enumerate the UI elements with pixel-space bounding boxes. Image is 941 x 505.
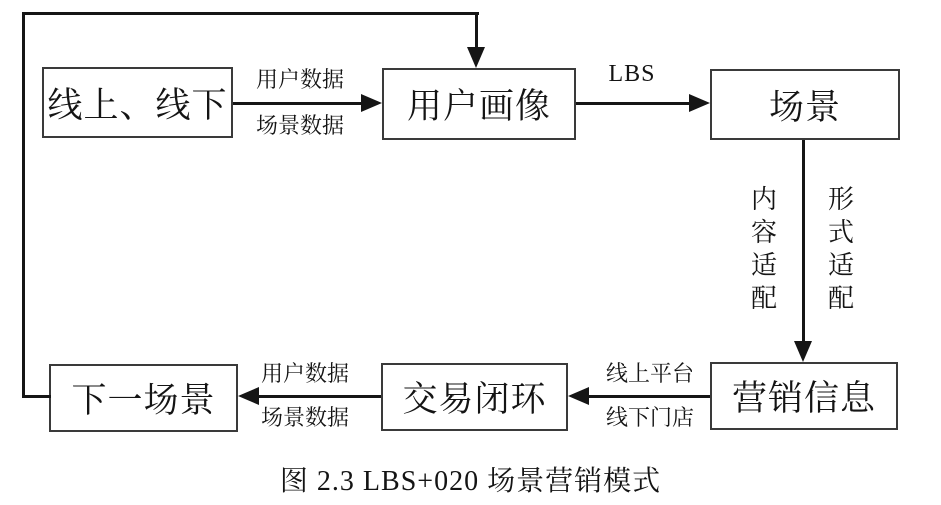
feedback-loop-left-segment bbox=[22, 12, 25, 398]
arrow-transaction-to-next-line bbox=[256, 395, 381, 398]
arrow-marketing-to-transaction-line bbox=[586, 395, 710, 398]
edge-label-content-adapt: 内容适配 bbox=[750, 185, 777, 313]
edge-label-form-adapt: 形式适配 bbox=[827, 185, 854, 313]
feedback-loop-bottom-segment bbox=[24, 395, 51, 398]
arrowhead-right-icon bbox=[689, 94, 710, 112]
node-online-offline: 线上、线下 bbox=[42, 67, 233, 138]
node-user-profile: 用户画像 bbox=[382, 68, 576, 140]
edge-label-lbs: LBS bbox=[608, 61, 656, 87]
arrow-input-to-profile-line bbox=[233, 102, 363, 105]
edge-label-feedback-scene-data: 场景数据 bbox=[260, 405, 349, 430]
feedback-loop-top-segment bbox=[22, 12, 479, 15]
edge-label-feedback-user-data: 用户数据 bbox=[260, 361, 349, 386]
node-transaction-loop: 交易闭环 bbox=[381, 363, 568, 431]
arrowhead-down-icon bbox=[467, 47, 485, 68]
arrowhead-left-icon bbox=[238, 387, 259, 405]
edge-label-platform-top: 线上平台 bbox=[605, 361, 694, 386]
arrow-scene-to-marketing-line bbox=[802, 140, 805, 342]
edge-label-input-bottom: 场景数据 bbox=[255, 113, 344, 138]
edge-label-input-top: 用户数据 bbox=[255, 67, 344, 92]
node-next-scene: 下一场景 bbox=[49, 364, 238, 432]
figure-caption: 图 2.3 LBS+020 场景营销模式 bbox=[279, 466, 662, 497]
arrow-profile-to-scene-line bbox=[576, 102, 692, 105]
feedback-loop-drop-segment bbox=[475, 12, 478, 48]
arrowhead-down-icon bbox=[794, 341, 812, 362]
edge-label-store-bottom: 线下门店 bbox=[605, 405, 694, 430]
arrowhead-right-icon bbox=[361, 94, 382, 112]
node-scene: 场景 bbox=[710, 69, 900, 140]
node-marketing-info: 营销信息 bbox=[710, 362, 898, 430]
arrowhead-left-icon bbox=[568, 387, 589, 405]
